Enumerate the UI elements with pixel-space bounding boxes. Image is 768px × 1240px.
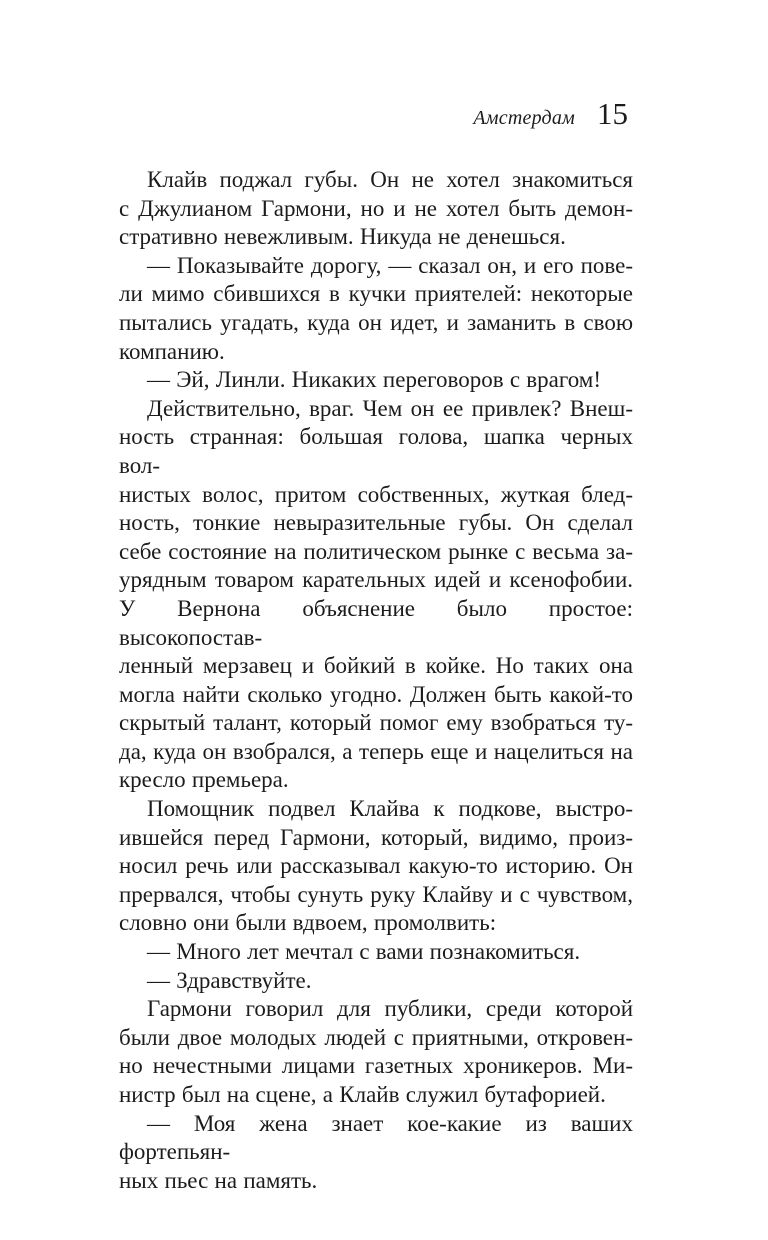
text-line: Действительно, враг. Чем он ее привлек? Внеш-	[147, 395, 633, 421]
text-line: словно они были вдвоем, промолвить:	[119, 910, 497, 936]
text-line: пытались угадать, куда он идет, и заманить в свою	[119, 309, 633, 335]
text-line: нистых волос, притом собственных, жуткая блед-	[119, 481, 633, 507]
text-line: Гармони говорил для публики, среди которой	[147, 996, 633, 1022]
text-line: ных пьес на память.	[119, 1167, 318, 1193]
text-line: — Много лет мечтал с вами познакомиться.	[147, 939, 581, 965]
text-line: Клайв поджал губы. Он не хотел знакомиться	[147, 167, 633, 192]
text-line: ившейся перед Гармони, который, видимо, произ-	[119, 824, 633, 850]
running-title: Амстердам	[473, 107, 575, 129]
body-text	[119, 166, 633, 1195]
text-line: — Эй, Линли. Никаких переговоров с врагом!	[147, 367, 601, 393]
text-line: прервался, чтобы сунуть руку Клайву и с чувством,	[119, 881, 633, 907]
text-line: нистр был на сцене, а Клайв служил бутафорией.	[119, 1082, 606, 1107]
text-line: — Здравствуйте.	[147, 967, 312, 993]
text-line: носил речь или рассказывал какую-то историю. Он	[119, 853, 633, 879]
text-line: — Моя жена знает кое-какие из ваших фортепьян-	[119, 1110, 633, 1165]
text-line: да, куда он взобрался, а теперь еще и нацелиться на	[119, 738, 633, 764]
page-number: 15	[597, 96, 628, 131]
text-line: ность, тонкие невыразительные губы. Он сделал	[119, 510, 633, 536]
text-line: урядным товаром карательных идей и ксенофобии.	[119, 567, 633, 593]
text-line: — Показывайте дорогу, — сказал он, и его пове-	[147, 252, 633, 278]
text-line: компанию.	[119, 338, 225, 364]
running-head	[473, 96, 628, 132]
text-line: себе состояние на политическом рынке с весьма за-	[119, 538, 633, 564]
text-line: ность странная: большая голова, шапка черных вол-	[119, 424, 633, 478]
text-line: кресло премьера.	[119, 767, 289, 793]
text-line: ли мимо сбившихся в кучки приятелей: некоторые	[119, 281, 633, 307]
text-line: но нечестными лицами газетных хроникеров. Ми-	[119, 1053, 633, 1079]
text-line: могла найти сколько угодно. Должен быть какой-то	[119, 681, 633, 707]
text-line: У Вернона объяснение было простое: высокопостав-	[119, 595, 633, 650]
text-line: были двое молодых людей с приятными, откровен-	[119, 1024, 633, 1050]
text-line: стративно невежливым. Никуда не денешься.	[119, 224, 566, 250]
text-line: с Джулианом Гармони, но и не хотел быть демон-	[119, 195, 633, 221]
text-line: скрытый талант, который помог ему взобраться ту-	[119, 710, 633, 736]
text-line: Помощник подвел Клайва к подкове, выстро-	[147, 796, 633, 822]
text-line: ленный мерзавец и бойкий в койке. Но таких она	[119, 653, 633, 679]
